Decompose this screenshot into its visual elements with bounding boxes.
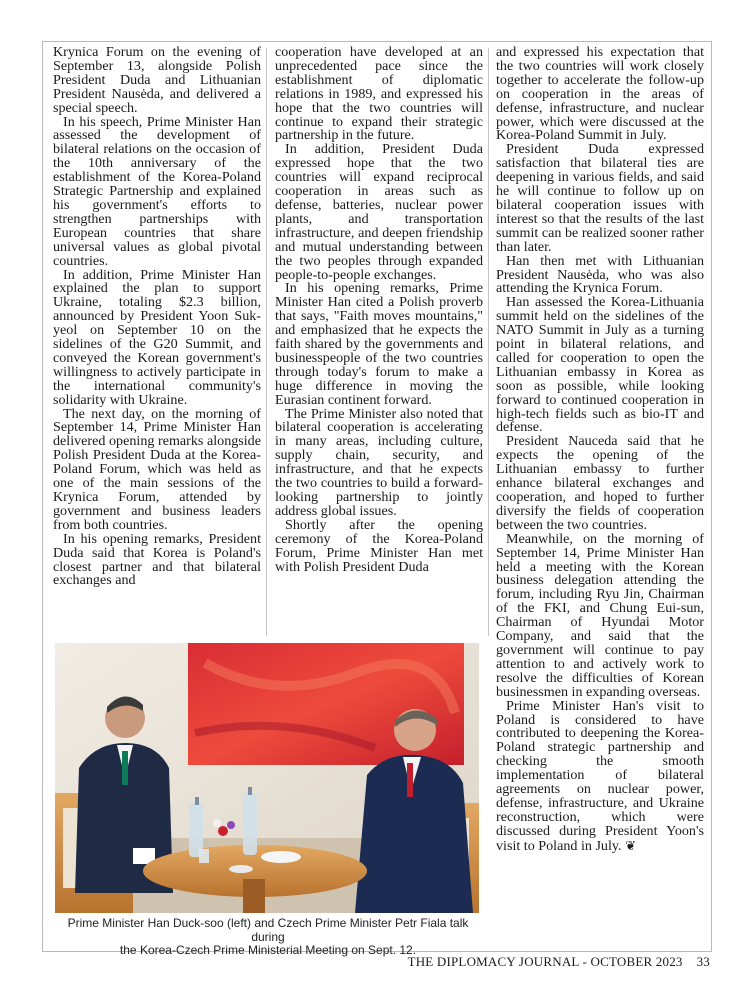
paragraph: and expressed his expectation that the two countries will work closely together to accelerate the follow-up on cooperation in the areas of defense, infrastructure, and nuclear power, which were discussed at the Korea-Poland Summit in July. — [496, 44, 704, 144]
paragraph: cooperation have developed at an unprecedented pace since the establishment of diplomatic relations in 1989, and expressed his hope that the two countries will continue to expand their strategic partnership in the future. — [275, 44, 483, 144]
page-footer — [0, 954, 710, 970]
caption-line: Prime Minister Han Duck-soo (left) and Czech Prime Minister Petr Fiala talk during — [67, 916, 469, 944]
paragraph-text: Prime Minister Han's visit to Poland is considered to have contributed to deepening the Korea-Poland strategic partnership and checking the smooth implementation of bilateral agreements on nuclear power, defense, infrastructure, and Ukraine reconstruction, which were discussed during President Yoon's visit to Poland in July. — [496, 697, 704, 854]
paragraph: President Nauceda said that he expects the opening of the Lithuanian embassy to further enhance bilateral exchanges and cooperation, and hoped to further diversify the fields of cooperation between the two countries. — [496, 433, 704, 533]
text-column-1 — [53, 46, 261, 588]
publication-name: THE DIPLOMACY JOURNAL - OCTOBER 2023 — [407, 954, 683, 969]
article-frame — [42, 41, 712, 957]
caption-line: the Korea-Czech Prime Ministerial Meeting on Sept. 12. — [119, 943, 417, 957]
paragraph: In his speech, Prime Minister Han assessed the development of bilateral relations on the occasion of the 10th anniversary of the establishment of the Korea-Poland Strategic Partnership and explained his government's efforts to strengthen partnerships with European countries that share universal values as global pivotal countries. — [53, 113, 261, 269]
paragraph — [496, 697, 704, 854]
paragraph: The next day, on the morning of September 14, Prime Minister Han delivered opening remarks alongside Polish President Duda at the Korea-Poland Forum, which was held as one of the main sessions of the Krynica Forum, attended by government and business leaders from both countries. — [53, 405, 261, 533]
paragraph: In his opening remarks, President Duda said that Korea is Poland's closest partner and that bilateral exchanges and — [53, 530, 261, 589]
paragraph: Shortly after the opening ceremony of the Korea-Poland Forum, Prime Minister Han met with Polish President Duda — [275, 516, 483, 575]
column-divider — [266, 48, 267, 636]
paragraph: Krynica Forum on the evening of September 13, alongside Polish President Duda and Lithuanian President Nausėda, and delivered a special speech. — [53, 44, 261, 116]
text-column-3 — [496, 46, 704, 854]
paragraph: President Duda expressed satisfaction that bilateral ties are deepening in various fields, and said he will continue to follow up on bilateral cooperation issues with interest so that the results of the last summit can be realized sooner rather than later. — [496, 141, 704, 255]
paragraph: Han then met with Lithuanian President Nausėda, who was also attending the Krynica Forum. — [496, 252, 704, 297]
page-number: 33 — [696, 954, 710, 969]
text-column-2 — [275, 46, 483, 574]
paragraph: In his opening remarks, Prime Minister Han cited a Polish proverb that says, "Faith moves mountains," and emphasized that he expects the faith shared by the governments and businesspeople of the two countries through today's forum to make a huge difference in moving the Eurasian continent forward. — [275, 280, 483, 408]
paragraph: The Prime Minister also noted that bilateral cooperation is accelerating in many areas, including culture, supply chain, security, and infrastructure, and that he expects the two countries to build a forward-looking partnership to jointly address global issues. — [275, 405, 483, 519]
photo-caption — [53, 917, 483, 958]
paragraph: Meanwhile, on the morning of September 14, Prime Minister Han held a meeting with the Korean business delegation attending the forum, including Ryu Jin, Chairman of the FKI, and Chung Eui-sun, Chairman of Hyundai Motor Company, and said that the government will continue to pay attention to and actively work to resolve the difficulties of Korean businessmen in expanding overseas. — [496, 530, 704, 700]
meeting-photo — [55, 643, 479, 913]
paragraph: Han assessed the Korea-Lithuania summit held on the sidelines of the NATO Summit in July as a turning point in bilateral relations, and called for cooperation to open the Lithuanian embassy in Korea as soon as possible, while looking forward to continued cooperation in high-tech fields such as bio-IT and defense. — [496, 294, 704, 436]
meeting-photo-illustration — [55, 643, 479, 913]
column-divider — [488, 48, 489, 636]
end-mark-icon: ❦ — [625, 837, 636, 853]
paragraph: In addition, President Duda expressed hope that the two countries will expand reciprocal cooperation in areas such as defense, batteries, nuclear power plants, and transportation infrastructure, and deepen friendship and mutual understanding between the two peoples through expanded people-to-people exchanges. — [275, 141, 483, 283]
paragraph: In addition, Prime Minister Han explained the plan to support Ukraine, totaling $2.3 billion, announced by President Yoon Suk-yeol on September 10 on the sidelines of the G20 Summit, and conveyed the Korean government's willingness to actively participate in the international community's solidarity with Ukraine. — [53, 266, 261, 408]
